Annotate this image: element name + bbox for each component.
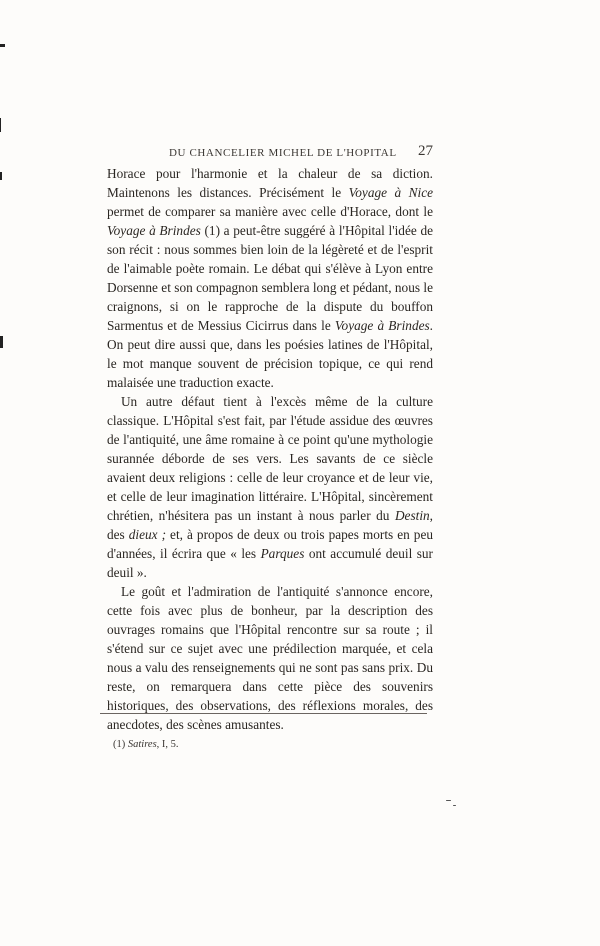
text-run: et, à propos de deux ou trois papes morts en peu d'années, il écrira que « les: [107, 527, 433, 561]
text-run: (1) a peut-être suggéré à l'Hôpital l'idée de son récit : nous sommes bien loin de la légèreté et de l'esprit de l'aimable poète romain. Le débat qui s'élève à Lyon entre Dorsenne et son compagnon semblera long et pédant, nous le craignons, si on le rapproche de la dispute du bouffon Sarmentus et de Messius Cicirrus dans le: [107, 223, 433, 333]
footnote-reference: , I, 5.: [156, 739, 179, 750]
text-run: Horace pour l'harmonie et la chaleur de sa diction. Maintenons les distances. Précisément le: [107, 166, 433, 200]
scan-speck: [446, 800, 451, 801]
footnote-divider: [100, 713, 427, 714]
italic-text: Voyage à Brindes: [334, 318, 430, 333]
text-run: , des: [107, 508, 433, 542]
text-run: Le goût et l'admiration de l'antiquité s'annonce encore, cette fois avec plus de bonheur, par la description des ouvrages romains que l'Hôpital rencontre sur sa route ; il s'étend sur ce sujet avec une prédilection marquée, et cela nous a valu des renseignements qui ne sont pas sans prix. Du reste, on remarquera dans cette pièce des souvenirs historiques, des observations, des réflexions morales, des anecdotes, des scènes amusantes.: [107, 584, 433, 732]
paragraph: [107, 392, 433, 582]
running-title: DU CHANCELIER MICHEL DE L'HOPITAL: [169, 147, 397, 159]
italic-text: Voyage à Nice: [348, 185, 434, 200]
text-run: ont accumulé deuil sur deuil ».: [107, 546, 433, 580]
scan-mark: [0, 44, 5, 47]
footnote-title: Satires: [127, 739, 157, 750]
paragraph: [107, 582, 433, 734]
italic-text: Destin: [394, 508, 430, 523]
paragraph: [107, 164, 433, 392]
page-number: 27: [418, 143, 433, 159]
scan-mark: [0, 172, 2, 180]
italic-text: Voyage à Brindes: [107, 223, 201, 238]
text-run: permet de comparer sa manière avec celle d'Horace, dont le: [107, 204, 433, 219]
footnote-marker: (1): [113, 739, 128, 750]
scan-speck: [453, 805, 456, 806]
body-text: [107, 164, 433, 734]
scan-mark: [0, 118, 1, 132]
text-run: Un autre défaut tient à l'excès même de la culture classique. L'Hôpital s'est fait, par l'étude assidue des œuvres de l'antiquité, une âme romaine à ce point qu'une mythologie surannée déborde de ses vers. Les savants de ce siècle avaient deux religions : celle de leur croyance et de leur vie, et celle de leur imagination littéraire. L'Hôpital, sincèrement chrétien, n'hésitera pas un instant à nous parler du: [107, 394, 433, 523]
italic-text: Parques: [260, 546, 305, 561]
scan-mark: [0, 336, 3, 348]
footnote: [113, 739, 179, 750]
text-run: . On peut dire aussi que, dans les poésies latines de l'Hôpital, le mot manque souvent de précision topique, ce qui rend malaisée une traduction exacte.: [107, 318, 433, 390]
italic-text: dieux ;: [128, 527, 167, 542]
